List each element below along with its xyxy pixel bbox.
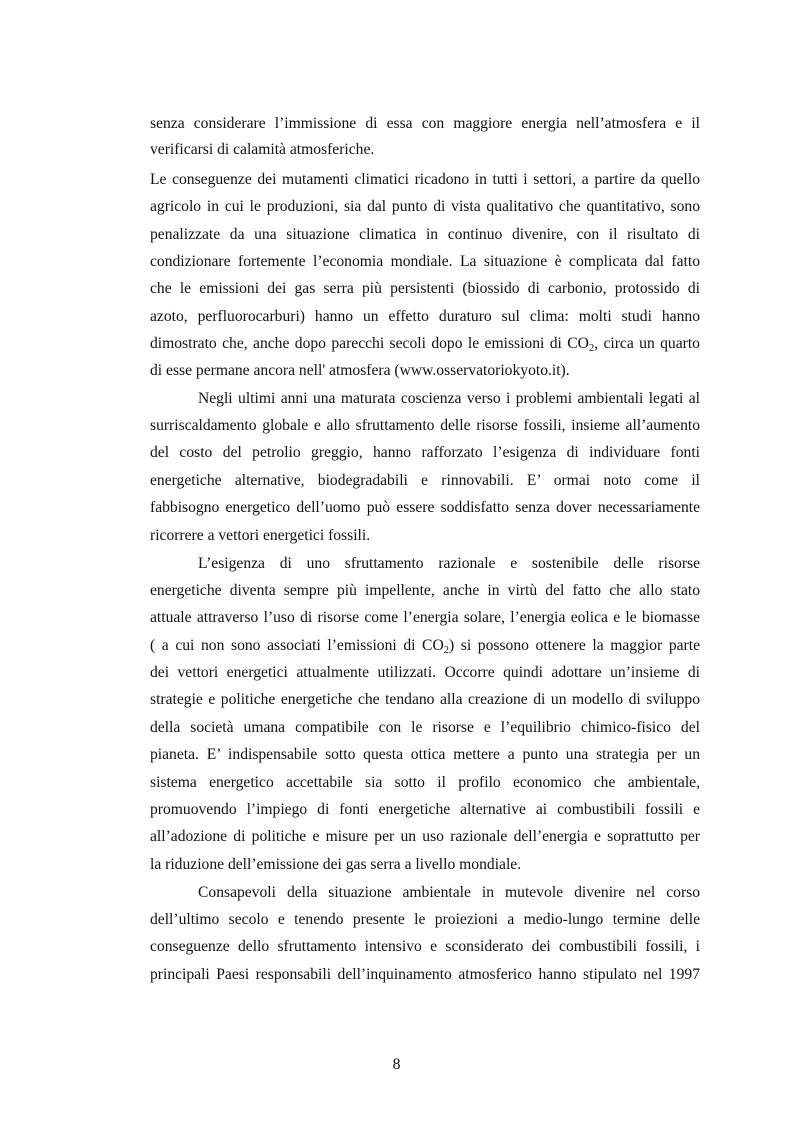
text-line: energetiche alternative, biodegradabili e rinnovabili. E’ ormai noto come il	[150, 472, 700, 489]
text-line: della società umana compatibile con le risorse e l’equilibrio chimico-fisico del	[150, 719, 700, 736]
text-fragment: ) si possono ottenere la maggior parte	[448, 637, 700, 654]
text-line: dei vettori energetici attualmente utilizzati. Occorre quindi adottare un’insieme di	[150, 664, 700, 681]
text-line: surriscaldamento globale e allo sfruttamento delle risorse fossili, insieme all’aumento	[150, 417, 700, 434]
page-number: 8	[392, 1056, 401, 1073]
text-line: sistema energetico accettabile sia sotto il profilo economico che ambientale,	[150, 774, 700, 791]
text-line: conseguenze dello sfruttamento intensivo e sconsiderato dei combustibili fossili, i	[150, 938, 700, 955]
text-line: che le emissioni dei gas serra più persistenti (biossido di carbonio, protossido di	[150, 280, 700, 297]
text-line: agricolo in cui le produzioni, sia dal punto di vista qualitativo che quantitativo, sono	[150, 198, 700, 215]
text-line: all’adozione di politiche e misure per un uso razionale dell’energia e soprattutto per	[150, 828, 700, 845]
subscript: 2	[443, 645, 449, 656]
text-line: dell’ultimo secolo e tenendo presente le proiezioni a medio-lungo termine delle	[150, 911, 700, 928]
text-line: la riduzione dell’emissione dei gas serra a livello mondiale.	[150, 856, 522, 873]
text-line: azoto, perfluorocarburi) hanno un effetto duraturo sul clima: molti studi hanno	[150, 308, 700, 325]
text-line: condizionare fortemente l’economia mondiale. La situazione è complicata dal fatto	[150, 253, 700, 270]
text-line: strategie e politiche energetiche che tendano alla creazione di un modello di sviluppo	[150, 691, 700, 708]
text-fragment: ( a cui non sono associati l’emissioni di CO	[150, 637, 444, 654]
text-line: di esse permane ancora nell' atmosfera (www.osservatoriokyoto.it).	[150, 362, 570, 379]
paragraph-first-line: L’esigenza di uno sfruttamento razionale e sostenibile delle risorse	[198, 555, 700, 572]
text-line: ricorrere a vettori energetici fossili.	[150, 527, 371, 544]
paragraph-first-line: Negli ultimi anni una maturata coscienza verso i problemi ambientali legati al	[198, 390, 700, 407]
text-line: principali Paesi responsabili dell’inquinamento atmosferico hanno stipulato nel 1997	[150, 966, 700, 983]
text-line: verificarsi di calamità atmosferiche.	[150, 141, 375, 158]
text-line: Le conseguenze dei mutamenti climatici ricadono in tutti i settori, a partire da quello	[150, 171, 700, 188]
text-line-co2	[150, 633, 700, 659]
text-line: penalizzate da una situazione climatica in continuo divenire, con il risultato di	[150, 226, 700, 243]
text-fragment: dimostrato che, anche dopo parecchi secoli dopo le emissioni di CO	[150, 335, 589, 352]
text-line: pianeta. E’ indispensabile sotto questa ottica mettere a punto una strategia per un	[150, 746, 700, 763]
subscript: 2	[588, 343, 595, 354]
text-fragment: , circa un quarto	[594, 335, 700, 352]
text-line: energetiche diventa sempre più impellente, anche in virtù del fatto che allo stato	[150, 582, 700, 599]
text-line: promuovendo l’impiego di fonti energetiche alternative ai combustibili fossili e	[150, 801, 700, 818]
text-line: fabbisogno energetico dell’uomo può essere soddisfatto senza dover necessariamente	[150, 499, 700, 516]
text-line-co2	[150, 331, 700, 357]
paragraph-first-line: Consapevoli della situazione ambientale in mutevole divenire nel corso	[198, 884, 700, 901]
text-line: attuale attraverso l’uso di risorse come l’energia solare, l’energia eolica e le biomasse	[150, 609, 700, 626]
text-line: del costo del petrolio greggio, hanno rafforzato l’esigenza di individuare fonti	[150, 444, 700, 461]
text-line: senza considerare l’immissione di essa con maggiore energia nell’atmosfera e il	[150, 115, 700, 132]
